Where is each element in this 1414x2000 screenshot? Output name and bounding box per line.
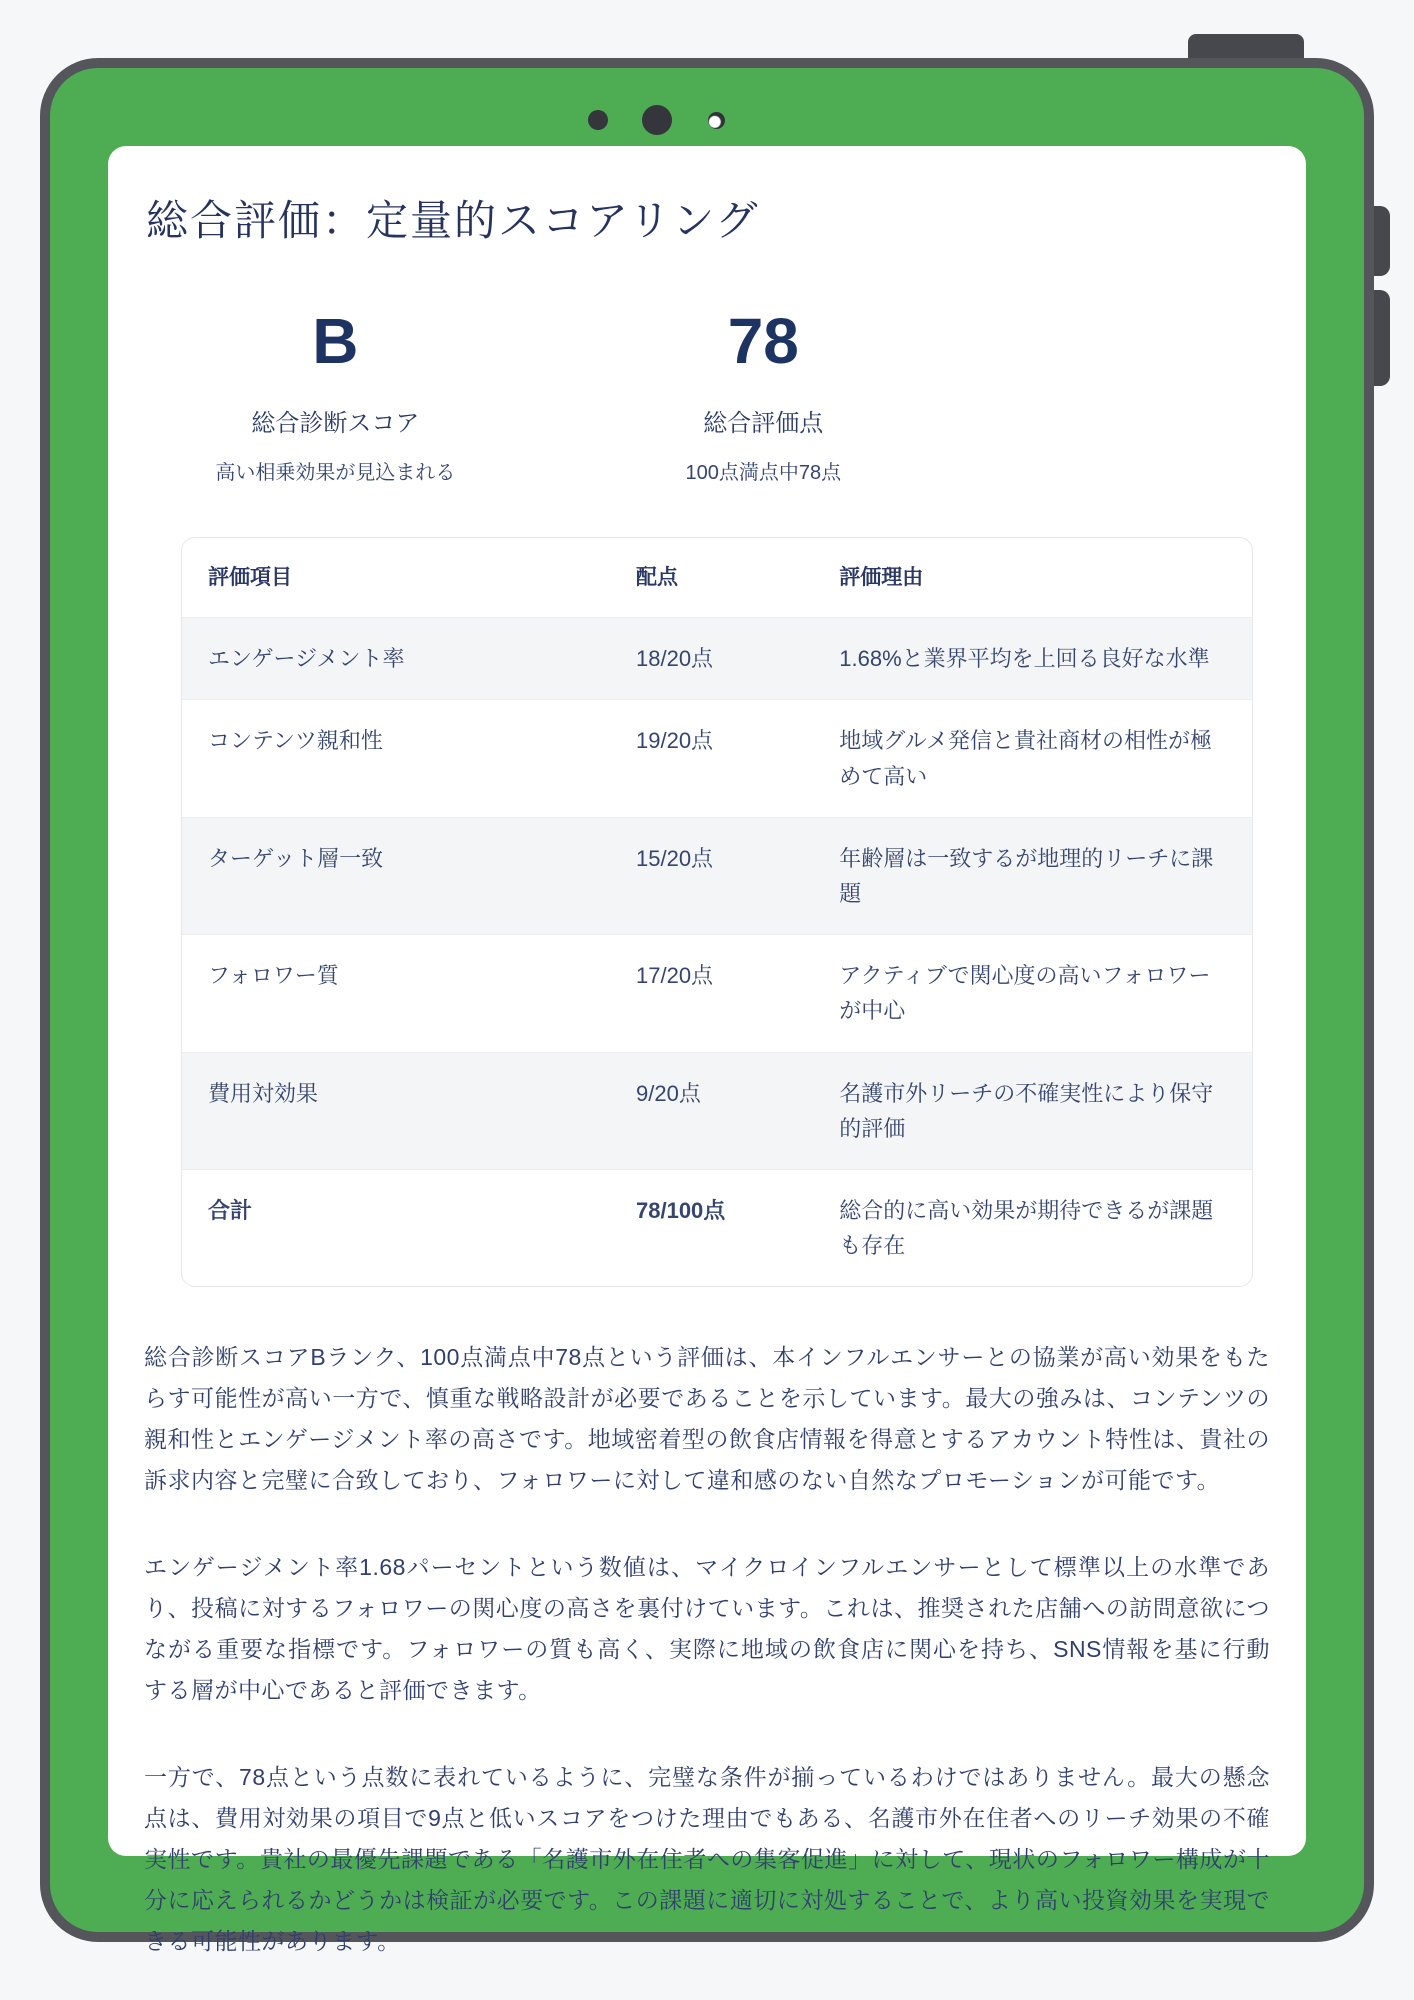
total-score-description: 100点満点中78点 xyxy=(685,461,842,484)
row-item: 費用対効果 xyxy=(208,1080,319,1106)
total-score-value: 78 xyxy=(727,304,799,377)
score-summary xyxy=(144,304,1270,485)
column-header-item: 評価項目 xyxy=(208,565,292,589)
row-item: フォロワー質 xyxy=(208,963,339,989)
row-score: 15/20点 xyxy=(636,845,714,871)
tablet-device-frame xyxy=(40,58,1374,1954)
table-row xyxy=(182,1052,1252,1169)
camera-cluster xyxy=(588,104,725,136)
table-row xyxy=(182,700,1252,817)
row-reason: アクティブで関心度の高いフォロワーが中心 xyxy=(839,963,1211,1024)
row-item: コンテンツ親和性 xyxy=(208,728,383,754)
total-score-block xyxy=(527,304,1000,485)
camera-dot-icon xyxy=(588,110,608,130)
row-item: ターゲット層一致 xyxy=(208,845,384,871)
camera-dot-icon xyxy=(642,105,672,135)
row-score: 17/20点 xyxy=(636,963,714,989)
row-reason: 総合的に高い効果が期待できるが課題も存在 xyxy=(839,1197,1214,1259)
grade-score-value: B xyxy=(312,304,359,377)
grade-score-block xyxy=(144,304,527,485)
row-score: 19/20点 xyxy=(636,728,714,754)
row-reason: 名護市外リーチの不確実性により保守的評価 xyxy=(839,1080,1214,1141)
row-score: 9/20点 xyxy=(636,1080,701,1106)
column-header-allocation: 配点 xyxy=(636,565,678,589)
row-item: 合計 xyxy=(208,1197,253,1223)
total-score-label: 総合評価点 xyxy=(703,409,824,437)
analysis-paragraph: 一方で、78点という点数に表れているように、完璧な条件が揃っているわけではありません。最大の懸念点は、費用対効果の項目で9点と低いスコアをつけた理由でもある、名護市外在住者へのリーチ効果の不確実性です。貴社の最優先課題である「名護市外在住者への集客促進」に対して、現状のフォロワー構成が十分に応えられるかどうかは検証が必要です。この課題に適切に対処することで、より高い投資効果を実現できる可能性があります。 xyxy=(144,1763,1270,1954)
table-row xyxy=(182,935,1252,1052)
grade-score-description: 高い相乗効果が見込まれる xyxy=(215,461,456,484)
row-reason: 年齢層は一致するが地理的リーチに課題 xyxy=(839,845,1214,906)
analysis-section xyxy=(144,1337,1270,1961)
analysis-paragraph: エンゲージメント率1.68パーセントという数値は、マイクロインフルエンサーとして標準以上の水準であり、投稿に対するフォロワーの関心度の高さを裏付けています。これは、推奨された店舗への訪問意欲につながる重要な指標です。フォロワーの質も高く、実際に地域の飲食店に関心を持ち、SNS情報を基に行動する層が中心であると評価できます。 xyxy=(144,1554,1270,1703)
table-header-row xyxy=(182,538,1252,618)
grade-score-label: 総合診断スコア xyxy=(251,409,420,437)
table-row xyxy=(182,618,1252,700)
tablet-screen xyxy=(108,146,1306,1954)
row-score: 18/20点 xyxy=(636,646,714,672)
row-reason: 1.68%と業界平均を上回る良好な水準 xyxy=(839,646,1210,672)
score-table xyxy=(182,538,1252,1287)
analysis-paragraph: 総合診断スコアBランク、100点満点中78点という評価は、本インフルエンサーとの協業が高い効果をもたらす可能性が高い一方で、慎重な戦略設計が必要であることを示しています。最大の強みは、コンテンツの親和性とエンゲージメント率の高さです。地域密着型の飲食店情報を得意とするアカウント特性は、貴社の訴求内容と完璧に合致しており、フォロワーに対して違和感のない自然なプロモーションが可能です。 xyxy=(144,1344,1270,1494)
table-row xyxy=(182,817,1252,934)
row-item: エンゲージメント率 xyxy=(208,646,405,672)
column-header-reason: 評価理由 xyxy=(839,565,924,589)
row-reason: 地域グルメ発信と貴社商材の相性が極めて高い xyxy=(839,728,1212,789)
score-table-card xyxy=(181,537,1253,1288)
table-total-row xyxy=(182,1169,1252,1286)
row-score: 78/100点 xyxy=(636,1197,726,1223)
camera-lens-icon xyxy=(708,112,725,129)
page-title: 総合評価：定量的スコアリング xyxy=(146,197,760,244)
